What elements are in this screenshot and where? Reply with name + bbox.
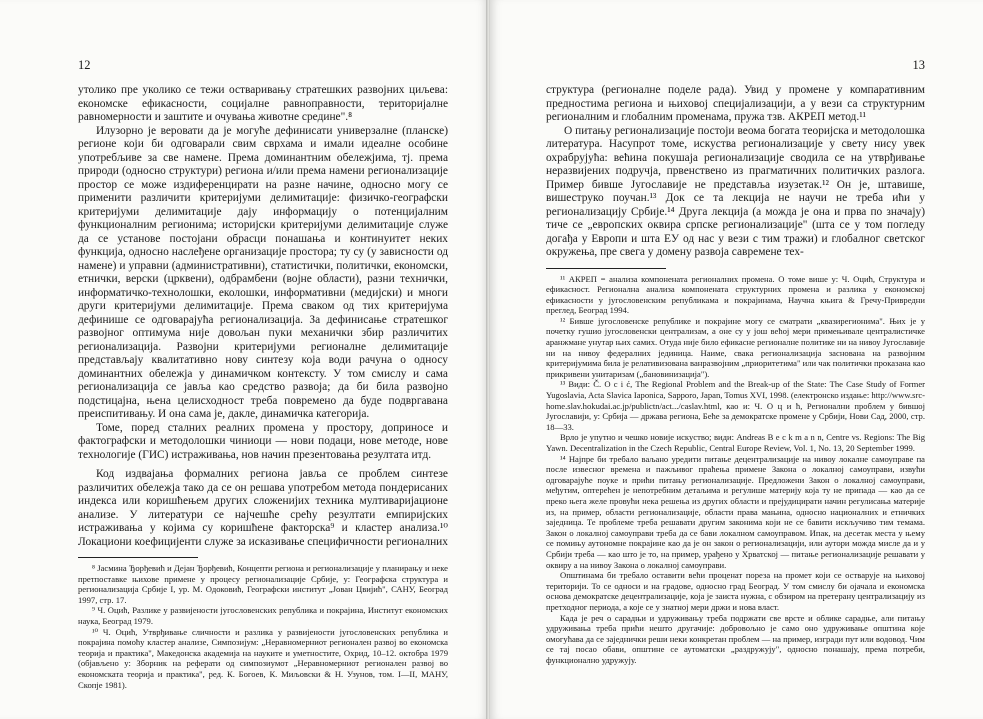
right-footnotes <box>546 274 925 666</box>
footnote: ⁸ Јасмина Ђорђевић и Дејан Ђорђевић, Концепти региона и регионализације у планирању и неке претпоставке њихове примене у процесу регионализације Србије, у: Географска структура и регионализација Србије I, ур. М. Одоковић, Географски институт „Јован Цвијић", САНУ, Београд 1997, стр. 17. <box>78 563 448 605</box>
left-body-text <box>78 84 448 549</box>
page-number-left: 12 <box>78 58 91 72</box>
footnote: Када је реч о сарадњи и удруживању треба подржати све врсте и облике сарадње, али питању удруживања треба прићи нешто другачије: добровољно је само оно удруживање општина које омогућава да се заједнички реши неки конкретан проблем — на пример, изгради пут или водовод. Чим се тај посао обави, општине се аутоматски „раздружују", односно понашају, према потреби, функционално удружују. <box>546 612 925 665</box>
right-page <box>490 0 983 719</box>
footnote: Општинама би требало оставити већи проценат пореза на промет који се остварује на њиховој територији. То се односи и на градове, односно град Београд. У том смислу би ојачала и економска основа демократске децентрализације, која је заиста нужна, с обзиром на претерану централизацију из претходног периода, а које се у знатној мери држи и нова власт. <box>546 570 925 612</box>
paragraph: Томе, поред сталних реалних промена у простору, доприносе и фактографски и методолошки чиниоци — нови подаци, нове методе, нове технологије (ГИС) истраживања, нов начин презентовања резултата итд. <box>78 421 448 461</box>
footnote: ¹⁰ Ч. Оцић, Утврђивање сличности и разлика у развијености југословенских република и покрајина помоћу кластер анализе, Симпозијум: „Неравномерниот регионален развој во економска теорија и практика", Македонска академија на науките и уметностите, Охрид, 10–12. октобра 1979 (објављено у: Зборник на реферати од симпозиумот „Неравномерниот регионален развој во економската теорија и практика", ред. К. Богоев, К. Миљовски & Н. Узунов, том. I—II, МАНУ, Скопје 1981). <box>78 626 448 690</box>
footnote: ¹⁴ Најпре би требало ваљано уредити питање децентрализације на нивоу локалне самоуправе па после извесног времена и пажљивог праћења примене Закона о локалној самоуправи, извући одговарајуће поуке и прићи питању регионализације. Предложени Закон о локалној самоуправи, међутим, оптерећен је непотребним детаљима и регулише материју која ту не припада — као да се преко њега желе провући нека решења из других области и прејудицирати начин регулисања материје из, на пример, области регионализације, области права мањина, односно националних и етничких заједница. Те проблеме треба решавати другим законима који не се бавити искључиво тим темама. Закон о локалној самоуправи треба да се бави локалном самоуправом. Ипак, на десетак места у њему се помињу аутономне покрајине као да је он закон о регионализацији, или аутори можда мисле да и у Србији треба — као што је то, на пример, урађено у Хрватској — питање регионализације решавати у оквиру а на нивоу Закона о локалној самоуправи. <box>546 453 925 570</box>
left-footnotes <box>78 563 448 690</box>
page-number-right: 13 <box>912 58 925 72</box>
paragraph: О питању регионализације постоји веома богата теоријска и методолошка литература. Насупрот томе, искуства регионализације у свету нису увек охрабрујућа: већина покушаја регионализације сводила се на утврђивање неразвијених подручја, првенствено из прагматичних политичких разлога. Пример бивше Југославије не представља изузетак.¹² Он је, штавише, вишеструко поучан.¹³ Док се та лекција не научи не треба ићи у регионализацију Србије.¹⁴ Друга лекција (а можда је она и прва по значају) тиче се „европских оквира српске регионализације" (шта се у том погледу догађа у Европи и шта ЕУ од нас у вези с тим тражи) и глобалног светског окружења, пре свега у домену развоја савремене тех- <box>546 124 925 258</box>
footnote: ¹² Бивше југословенске републике и покрајине могу се сматрати „квазирегионима". Њих је у почетку гушио југословенски централизам, а оне су у још већој мери примењивале централистичке аранжмане унутар њих самих. Отуда није било ефикасне регионалне политике ни на нивоу Југославије ни на нивоу федералних јединица. Наиме, свака регионализација заснована на развојним критеријумима била је релативизована ванразвојним „приоритетима" или чак политички проказана као прикривени унитаризам („бановинизација"). <box>546 315 925 379</box>
footnote: ⁹ Ч. Оцић, Разлике у развијености југословенских република и покрајина, Институт економских наука, Београд 1979. <box>78 605 448 626</box>
footnote-rule <box>78 557 198 558</box>
right-body-text <box>546 84 925 260</box>
paragraph: утолико пре уколико се тежи остваривању стратешких развојних циљева: економске ефикасности, социјалне равноправности, територијалне равномерности и заштите и очувања животне средине".⁸ <box>78 84 448 123</box>
footnote: Врло је упутно и чешко новије искуство; види: Andreas B e c k m a n n, Centre vs. Regions: The Big Yawn. Decentralization in the Czech Republic, Central Europe Review, Vol. 1, No. 13, 20 September 1999. <box>546 432 925 453</box>
paragraph: Илузорно је веровати да је могуће дефинисати универзалне (планске) регионе који би одговарали свим сврхама и имали идеалне особине употребљиве за све намене. Према доминантним обележјима, тј. према природи (односно структури) региона и/или према намени регионализације простор се може издиференцирати на разне начине, односно могу се применити различити критеријуми делимитације: физичко-географски критеријуми делимитације дају информацију о потенцијалним функционалним регионима; историјски критеријуми делимитације служе да се установе постојани обрасци понашања и континуитет неких функција, односно наслеђене организације простора; ту су (у зависности од намене) и управни (административни), статистички, политички, економски, етнички, верски (црквени), одбрамбени (војне области), разни технички, информатичко-технолошки, еколошки, информативни (медијски) и многи други критеријуми делимитације. Према сваком од тих критеријума дефинише се одговарајућа регионализација. За дефинисање стратешког развојног оптимума није довољан пуки механички збир различитих регионализација. Развојни критеријуми регионалне делимитације представљају квалитативно нову синтезу која води рачуна о односу доминантних обележја у динамичком контексту. У том смислу и сама регионализација се јавља као средство развоја; да би била развојно подстицајна, њена целисходност треба повремено да буде подвргавана преиспитивању. И она сама је, дакле, динамичка категорија. <box>78 124 448 420</box>
footnote-rule <box>546 268 666 269</box>
paragraph: Код издвајања формалних региона јавља се проблем синтезе различитих обележја тако да се он решава употребом метода пондерисаних индекса или коришћењем других сложенијих техника мултиваријационе анализе. У литератури се најчешће срећу резултати емпиријских истраживања у којима су коришћене факторска⁹ и кластер анализа.¹⁰ Локациони коефицијенти служе за исказивање специфичности регионалних <box>78 468 448 548</box>
paragraph: структура (регионалне поделе рада). Увид у промене у компаративним предностима региона и њиховој специјализацији, а у вези са структурним регионалним и глобалним променама, пружа тзв. АКРЕП метод.¹¹ <box>546 84 925 123</box>
footnote: ¹³ Види: Č. O c i ć, The Regional Problem and the Break-up of the State: The Case Study of Former Yugoslavia, Acta Slavica Iaponica, Sapporo, Japan, Tomus XVI, 1998. (електронско издање: http://www.src-home.slav.hokudai.ac.jp/publictn/act.../caslav.html, као и: Ч. О ц и ћ, Регионални проблем у бившој Југославији, у: Србија — држава региона, Беће за демократске промене у Србији, Нови Сад, 2000, стр. 18—33. <box>546 379 925 432</box>
footnote: ¹¹ АКРЕП = анализа компонената регионалних промена. О томе више у: Ч. Оцић, Структура и ефикасност. Регионална анализа компонената структурних промена и разлика у економској ефикасности у југословенским републикама и покрајинама, Научна књига & Гречу-Привредни преглед, Београд 1994. <box>546 273 925 316</box>
left-page <box>0 0 488 719</box>
